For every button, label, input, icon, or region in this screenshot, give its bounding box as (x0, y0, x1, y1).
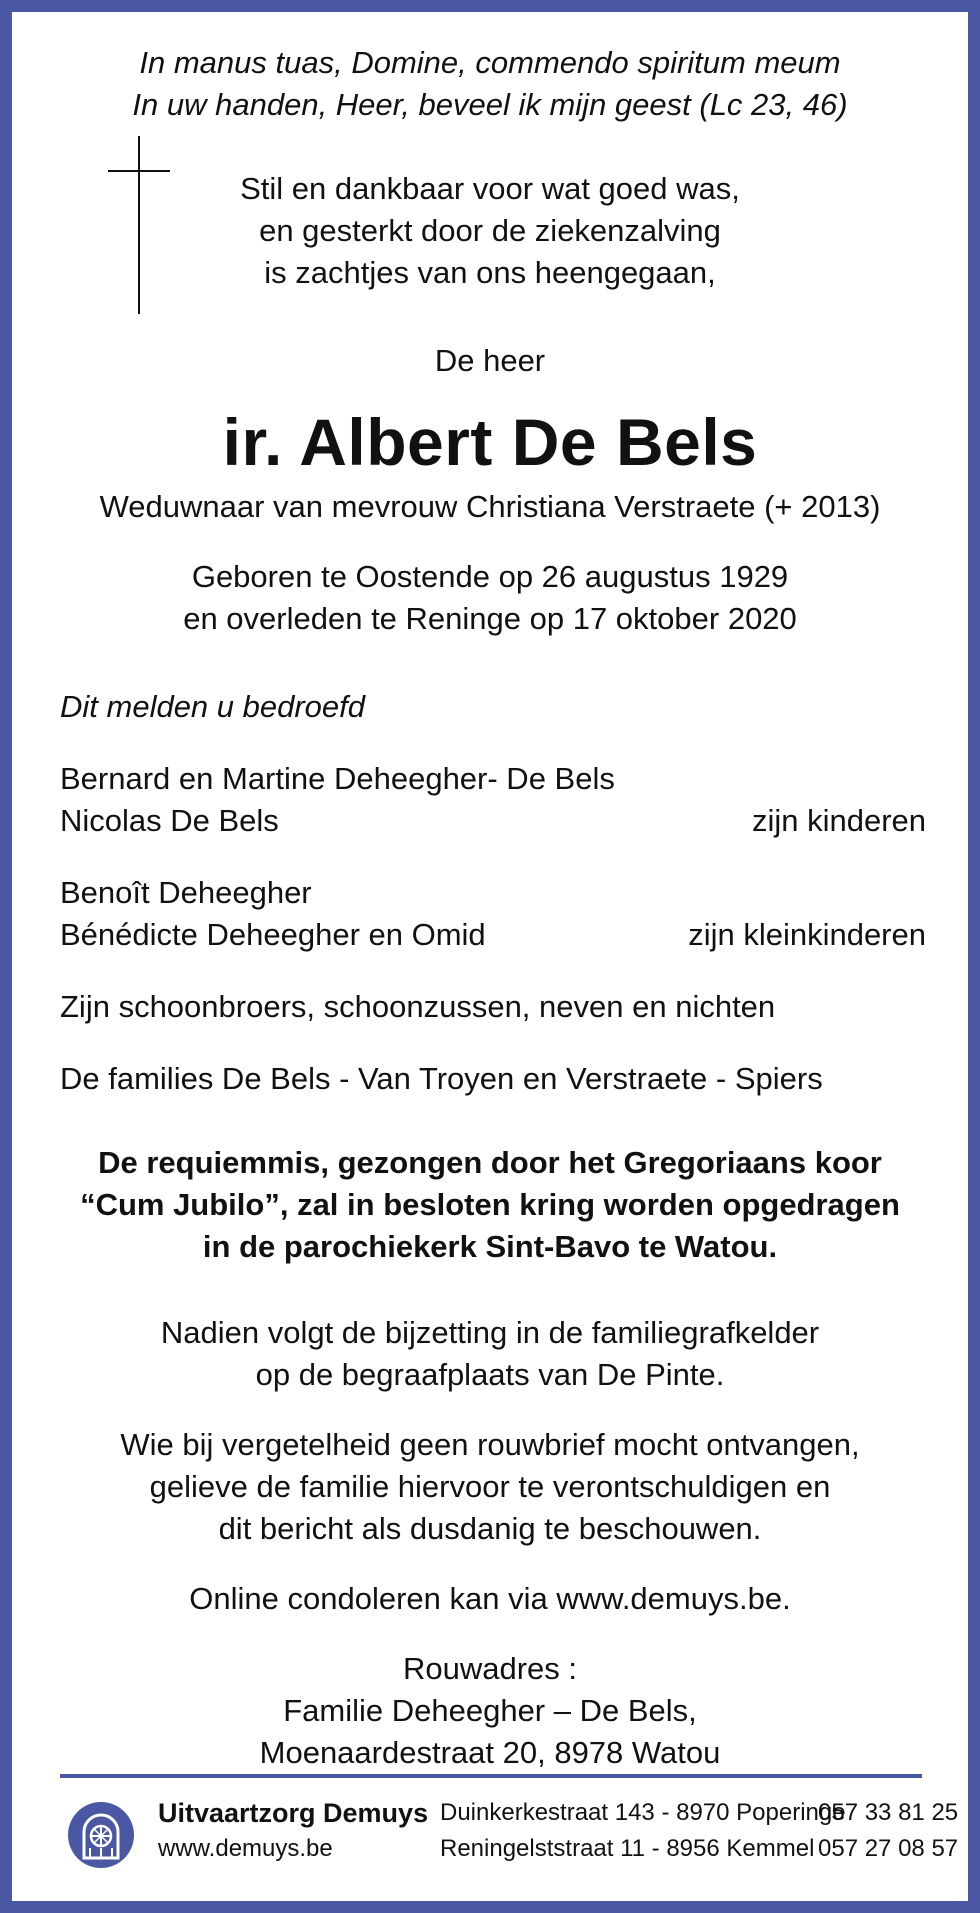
obituary-card (12, 12, 968, 1901)
address-line-1: Familie Deheegher – De Bels, (283, 1693, 697, 1728)
chapel-window-icon (68, 1802, 134, 1868)
notice-line-2: gelieve de familie hiervoor te verontschuldigen en (149, 1469, 831, 1504)
funeral-home-footer (12, 1792, 968, 1882)
intro-line-2: en gesterkt door de ziekenzalving (259, 213, 721, 248)
child-2 (60, 800, 926, 842)
burial-line-1: Nadien volgt de bijzetting in de familiegrafkelder (160, 1315, 820, 1350)
mass-line-3: in de parochiekerk Sint-Bavo te Watou. (202, 1229, 778, 1264)
intro-line-1: Stil en dankbaar voor wat goed was, (240, 171, 740, 206)
salutation: De heer (434, 343, 546, 378)
children-role: zijn kinderen (751, 803, 926, 838)
condolence-line: Online condoleren kan via www.demuys.be. (189, 1581, 791, 1616)
address-label: Rouwadres : (402, 1651, 578, 1686)
company-name: Uitvaartzorg Demuys (158, 1798, 429, 1828)
birth-line: Geboren te Oostende op 26 augustus 1929 (191, 559, 789, 594)
grandchild-2 (60, 914, 926, 956)
inlaws-line: Zijn schoonbroers, schoonzussen, neven en nichten (60, 989, 776, 1024)
notice-line-1: Wie bij vergetelheid geen rouwbrief mocht ontvangen, (120, 1427, 860, 1462)
mass-line-1: De requiemmis, gezongen door het Gregoriaans koor (98, 1145, 882, 1180)
grandchild-1 (60, 872, 926, 914)
company-website[interactable]: www.demuys.be (158, 1835, 333, 1862)
spouse-line: Weduwnaar van mevrouw Christiana Verstraete (+ 2013) (99, 489, 881, 524)
announced-by: Dit melden u bedroefd (60, 689, 366, 724)
intro-line-3: is zachtjes van ons heengegaan, (264, 255, 716, 290)
footer-divider (60, 1774, 922, 1778)
motto-line-1: In manus tuas, Domine, commendo spiritum meum (139, 45, 841, 80)
child-1-name: Bernard en Martine Deheegher- De Bels (60, 761, 615, 796)
address-poperinge: Duinkerkestraat 143 - 8970 Poperinge (440, 1799, 846, 1826)
mass-line-2: “Cum Jubilo”, zal in besloten kring worden opgedragen (80, 1187, 900, 1222)
deceased-name: ir. Albert De Bels (222, 405, 758, 479)
notice-line-3: dit bericht als dusdanig te beschouwen. (218, 1511, 762, 1546)
motto-line-2: In uw handen, Heer, beveel ik mijn geest (Lc 23, 46) (132, 87, 848, 122)
grandchild-1-name: Benoît Deheegher (60, 875, 312, 910)
child-1 (60, 758, 926, 800)
grandchildren-role: zijn kleinkinderen (688, 917, 926, 952)
address-kemmel: Reningelststraat 11 - 8956 Kemmel (440, 1835, 815, 1862)
grandchild-2-name: Bénédicte Deheegher en Omid (60, 917, 486, 952)
child-2-name: Nicolas De Bels (60, 803, 279, 838)
burial-line-2: op de begraafplaats van De Pinte. (255, 1357, 725, 1392)
families-line: De families De Bels - Van Troyen en Verstraete - Spiers (60, 1061, 823, 1096)
family-section (60, 686, 926, 1100)
death-line: en overleden te Reninge op 17 oktober 2020 (183, 601, 797, 636)
address-line-2: Moenaardestraat 20, 8978 Watou (259, 1735, 721, 1770)
phone-kemmel: 057 27 08 57 (818, 1835, 959, 1862)
phone-poperinge: 057 33 81 25 (818, 1799, 959, 1826)
